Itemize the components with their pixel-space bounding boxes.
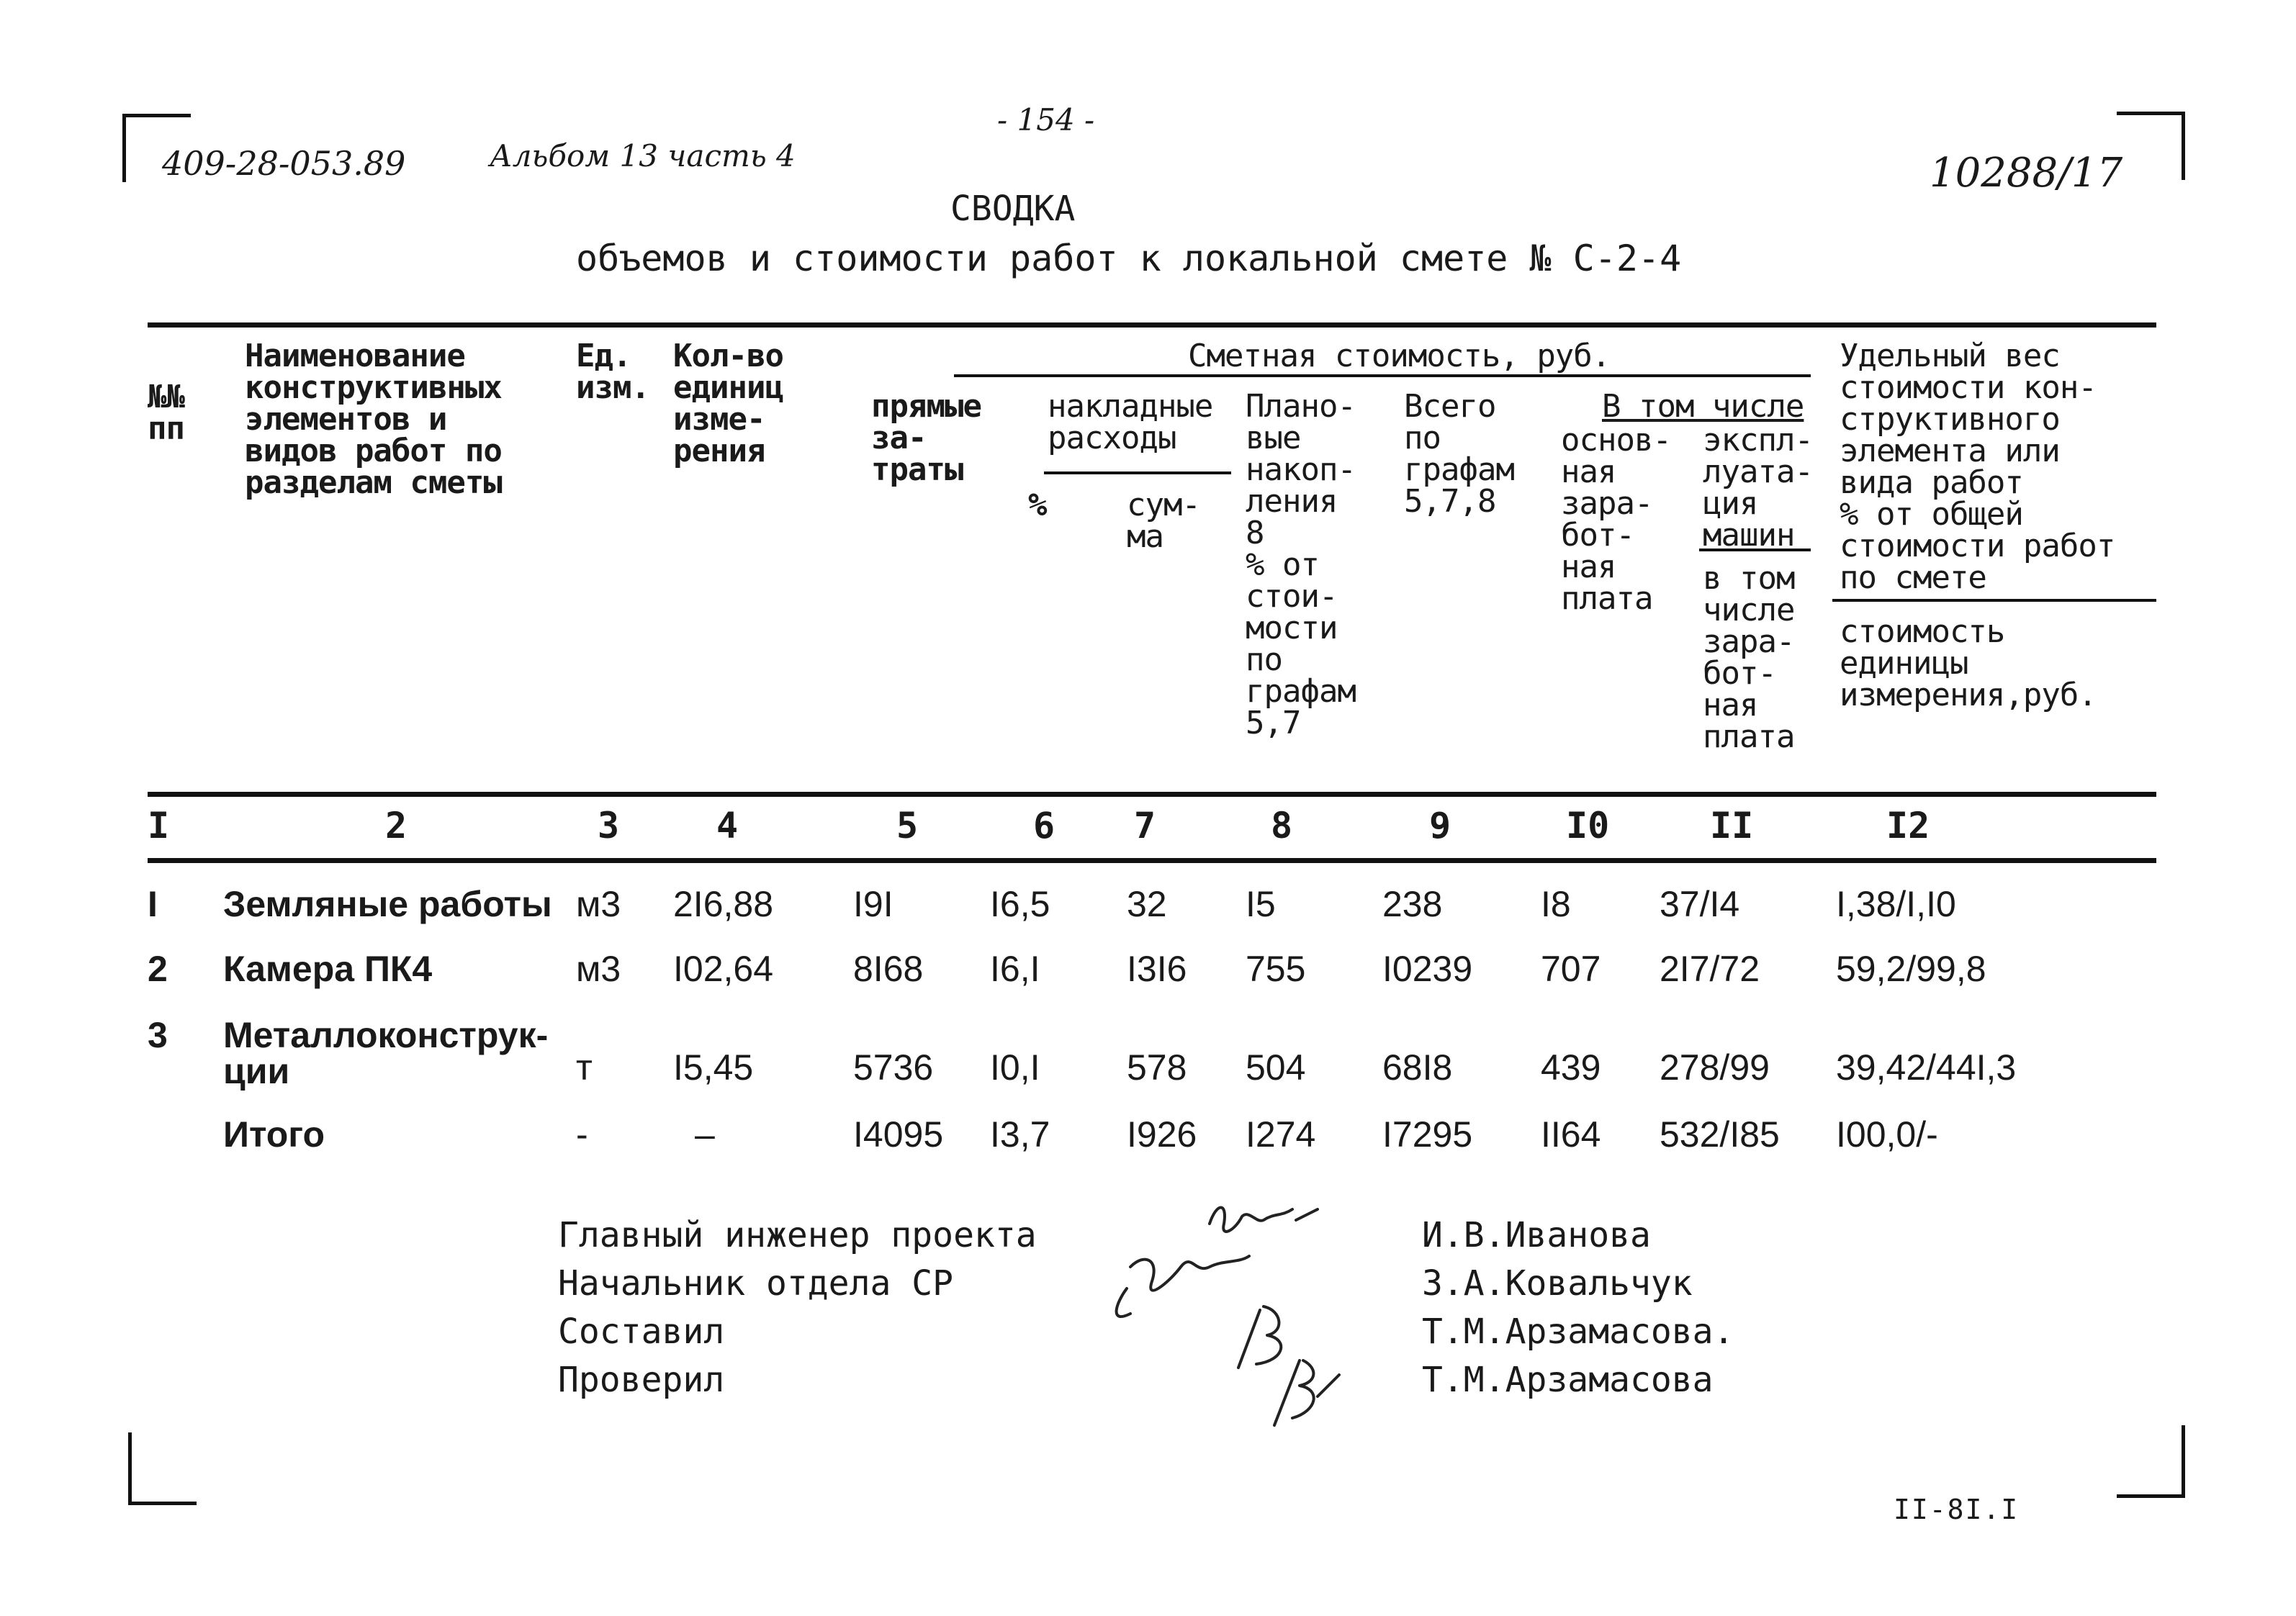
header-incl-group: В том числе: [1602, 388, 1804, 425]
header-col-11-top: экспл- луата- ция машин: [1703, 422, 1813, 554]
table-top-rule: [148, 322, 2156, 328]
row-overhead-sum: 578: [1127, 1047, 1187, 1088]
column-number-2: 2: [385, 805, 408, 847]
row-planned-savings: 504: [1246, 1047, 1306, 1088]
sheet-reference: 10288/17: [1930, 150, 2123, 197]
signature-role-department-head: Начальник отдела СР: [558, 1263, 954, 1304]
row-overhead-sum: 32: [1127, 884, 1167, 924]
row-direct-costs: 5736: [853, 1047, 934, 1088]
row-base-wage: I8: [1541, 884, 1571, 924]
row-machine-cost: 2I7/72: [1660, 949, 1760, 989]
row-name-line-2: ции: [223, 1051, 290, 1091]
row-machine-cost: 278/99: [1660, 1047, 1770, 1088]
header-col-11-bottom: в том числе зара- бот- ная плата: [1703, 560, 1795, 755]
row-number: 2: [148, 949, 168, 989]
column-number-12: I2: [1886, 805, 1930, 847]
page-number: - 154 -: [997, 102, 1095, 137]
header-col-4: Кол-во единиц изме- рения: [673, 338, 783, 469]
document-subtitle: объемов и стоимости работ к локальной смете № С-2-4: [576, 238, 1682, 279]
album-label: Альбом 13 часть 4: [490, 138, 796, 173]
column-number-8: 8: [1271, 805, 1293, 847]
share-group-rule: [1832, 599, 2156, 602]
cost-group-rule: [954, 374, 1811, 377]
header-col-7: сум- ма: [1127, 487, 1200, 555]
column-numbers-bottom-rule: [148, 858, 2156, 863]
row-name-line-1: Металлоконструк-: [223, 1015, 549, 1055]
handwritten-signatures: [1102, 1181, 1426, 1454]
row-quantity: I02,64: [673, 949, 774, 989]
row-overhead-percent: I6,I: [990, 949, 1040, 989]
header-overhead-group: накладные расходы: [1048, 388, 1213, 456]
table-header-bottom-rule: [148, 792, 2156, 797]
row-quantity: 2I6,88: [673, 884, 774, 924]
row-share: I00,0/-: [1836, 1114, 1938, 1155]
row-total: 238: [1382, 884, 1443, 924]
header-col-12-bottom: стоимость единицы измерения,руб.: [1840, 613, 2097, 713]
row-number: 3: [148, 1015, 168, 1055]
row-unit: м3: [576, 949, 621, 989]
row-quantity: I5,45: [673, 1047, 754, 1088]
row-base-wage: 439: [1541, 1047, 1601, 1088]
signature-name-department-head: З.А.Ковальчук: [1422, 1263, 1693, 1304]
signature-role-chief-engineer: Главный инженер проекта: [558, 1215, 1037, 1255]
row-base-wage: 707: [1541, 949, 1601, 989]
row-unit: т: [576, 1047, 593, 1088]
row-total: I0239: [1382, 949, 1473, 989]
row-overhead-sum: I3I6: [1127, 949, 1187, 989]
column-number-6: 6: [1033, 805, 1055, 847]
column-number-9: 9: [1429, 805, 1451, 847]
row-machine-cost: 532/I85: [1660, 1114, 1780, 1155]
overhead-group-rule: [1044, 471, 1231, 474]
header-col-2: Наименование конструктивных элементов и видов работ по разделам сметы: [245, 338, 502, 501]
corner-mark-top-right: [2117, 112, 2185, 180]
header-col-3: Ед. изм.: [576, 338, 649, 406]
row-direct-costs: 8I68: [853, 949, 924, 989]
row-share: 59,2/99,8: [1836, 949, 1986, 989]
header-col-6: %: [1028, 487, 1047, 523]
signature-name-chief-engineer: И.В.Иванова: [1422, 1215, 1651, 1255]
header-col-10: основ- ная зара- бот- ная плата: [1561, 422, 1671, 617]
row-overhead-sum: I926: [1127, 1114, 1197, 1155]
row-total: I7295: [1382, 1114, 1473, 1155]
header-col-9: Всего по графам 5,7,8: [1404, 388, 1514, 520]
column-number-10: I0: [1566, 805, 1610, 847]
row-quantity: –: [695, 1114, 715, 1155]
column-number-3: 3: [598, 805, 620, 847]
header-col-8: Плано- вые накоп- ления 8 % от стои- мости по графам 5,7: [1246, 388, 1356, 741]
row-name: Итого: [223, 1114, 325, 1155]
row-overhead-percent: I6,5: [990, 884, 1050, 924]
document-title: СВОДКА: [950, 189, 1076, 229]
row-name: Камера ПК4: [223, 949, 433, 989]
corner-mark-bottom-right: [2117, 1425, 2185, 1498]
row-name: Земляные работы: [223, 884, 552, 924]
column-number-5: 5: [896, 805, 919, 847]
row-unit: м3: [576, 884, 621, 924]
header-col-12-top: Удельный вес стоимости кон- структивного элемента или вида работ % от общей стоимости работ по смете: [1840, 338, 2115, 596]
signature-name-compiled-by: Т.М.Арзамасова.: [1422, 1312, 1734, 1352]
header-col-5: прямые за- траты: [871, 388, 981, 488]
header-col-1: №№ пп: [148, 379, 184, 447]
row-base-wage: II64: [1541, 1114, 1601, 1155]
row-number: I: [148, 884, 158, 924]
form-code: II-8I.I: [1894, 1494, 2020, 1525]
row-planned-savings: I5: [1246, 884, 1276, 924]
signature-role-compiled-by: Составил: [558, 1312, 725, 1352]
header-cost-group: Сметная стоимость, руб.: [1188, 338, 1611, 374]
row-share: 39,42/44I,3: [1836, 1047, 2017, 1088]
row-total: 68I8: [1382, 1047, 1453, 1088]
column-number-1: I: [148, 805, 170, 847]
row-planned-savings: 755: [1246, 949, 1306, 989]
row-overhead-percent: I3,7: [990, 1114, 1050, 1155]
column-number-11: II: [1710, 805, 1754, 847]
row-direct-costs: I9I: [853, 884, 893, 924]
signature-name-checked-by: Т.М.Арзамасова: [1422, 1360, 1714, 1400]
row-overhead-percent: I0,I: [990, 1047, 1040, 1088]
row-direct-costs: I4095: [853, 1114, 944, 1155]
signature-role-checked-by: Проверил: [558, 1360, 725, 1400]
row-unit: -: [576, 1114, 588, 1155]
document-code: 409-28-053.89: [162, 144, 406, 183]
column-number-4: 4: [716, 805, 739, 847]
row-planned-savings: I274: [1246, 1114, 1316, 1155]
row-machine-cost: 37/I4: [1660, 884, 1740, 924]
column-number-7: 7: [1134, 805, 1156, 847]
corner-mark-bottom-left: [128, 1432, 197, 1505]
row-share: I,38/I,I0: [1836, 884, 1956, 924]
